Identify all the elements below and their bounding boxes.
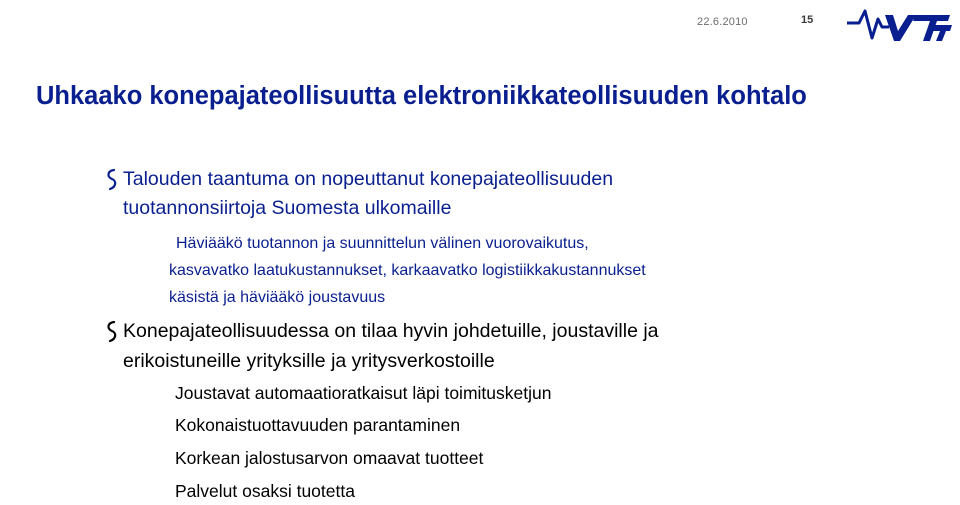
bullet-2-sub-4: Palvelut osaksi tuotetta [175, 481, 355, 501]
bullet-1-sub-3: käsistä ja häviääkö joustavuus [169, 289, 386, 306]
bullet-2-line-1: Konepajateollisuudessa on tilaa hyvin johdetuille, joustaville ja [123, 320, 659, 342]
slide-title: Uhkaako konepajateollisuutta elektroniikkateollisuuden kohtalo [36, 82, 807, 110]
bullet-2-line-2: erikoistuneille yrityksille ja yritysverkostoille [123, 350, 495, 372]
slide-header [0, 0, 960, 58]
bullet-2-sub-1: Joustavat automaatioratkaisut läpi toimitusketjun [175, 383, 552, 403]
vtt-logo-icon [845, 5, 953, 43]
bullet-1-line-1: Talouden taantuma on nopeuttanut konepajateollisuuden [123, 168, 614, 190]
hook-bullet-icon [104, 168, 120, 192]
slide-page-number: 15 [801, 14, 814, 26]
bullet-2-sub-3: Korkean jalostusarvon omaavat tuotteet [175, 448, 484, 468]
bullet-1-sub-1: Häviääkö tuotannon ja suunnittelun välinen vuorovaikutus, [176, 235, 589, 252]
logo-text: VTT [845, 5, 847, 6]
hook-bullet-icon [104, 320, 120, 344]
bullet-1-line-2: tuotannonsiirtoja Suomesta ulkomaille [123, 197, 452, 219]
bullet-1-sub-2: kasvavatko laatukustannukset, karkaavatko logistiikkakustannukset [169, 262, 646, 279]
slide-date: 22.6.2010 [697, 16, 748, 28]
bullet-2-sub-2: Kokonaistuottavuuden parantaminen [175, 415, 461, 435]
